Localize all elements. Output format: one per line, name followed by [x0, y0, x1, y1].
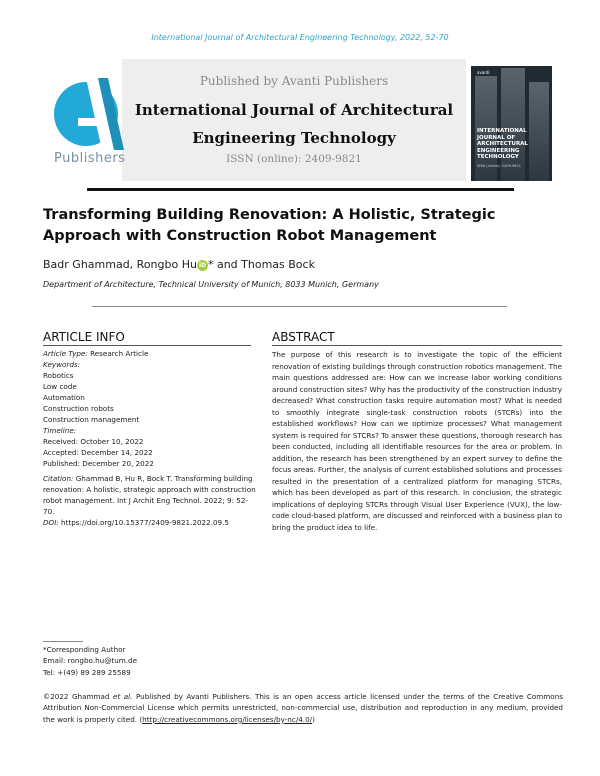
article-info-heading: ARTICLE INFO — [43, 330, 125, 344]
abstract-rule — [272, 345, 562, 346]
doi[interactable] — [43, 517, 258, 528]
cover-issn: ISSN (online): 2409-9821 — [477, 164, 521, 168]
authors — [43, 258, 315, 271]
publisher-line: Published by Avanti Publishers — [199, 74, 389, 88]
abstract-heading: ABSTRACT — [272, 330, 335, 344]
published-date: Published: December 20, 2022 — [43, 459, 154, 468]
citation-label: Citation: — [43, 474, 74, 483]
abstract-text: The purpose of this research is to investigate the topic of the efficient renovation of existing buildings through construction robotics management. The main questions addressed are: How can we increase labor working conditions around construction sites? Why has the productivity of the construction industry decreased? What construction tasks require automation most? What is needed to smoothly integrate single-task construction robots (STCRs) into the established workflows? How can we optimize processes? What management system is required for STCRs? To answer these questions, thorough research has been conducted, including all identifiable resources for the area or problem. In addition, the research has been strengthened by an expert survey to define the focus areas. Further, the analysis of current established solutions and processes resulted in the presentation of a centralized platform for managing STCRs, which has been developed as part of this research. In conclusion, the strategic implications of deploying STCRs through Visual User Experience (VUX), the low-code cloud-based platform, are discussed and reinforced with a business plan to bring the product idea to life. — [272, 350, 562, 532]
doi-value[interactable]: https://doi.org/10.15377/2409-9821.2022.09.5 — [58, 518, 229, 527]
authors-rest: * and Thomas Bock — [207, 258, 315, 271]
title-divider — [92, 306, 507, 307]
citation — [43, 473, 258, 517]
received-date: Received: October 10, 2022 — [43, 437, 144, 446]
license-main: Published by Avanti Publishers. This is an open access article licensed under the terms of the Creative Commons Attribution Non-Commercial License which permits unrestricted, non-commercial use, distribution and reproduction in any medium, provided the work is properly cited. ( — [43, 692, 563, 724]
logo-wordmark: Publishers — [54, 151, 126, 166]
keyword-item: Automation — [43, 393, 85, 402]
authors-names: Badr Ghammad, Rongbo Hu — [43, 258, 197, 271]
author-tel: Tel: +(49) 89 289 25589 — [43, 667, 131, 677]
cover-top-text: avanti — [477, 70, 490, 75]
corresponding-author: *Corresponding Author — [43, 645, 126, 654]
doi-label: DOI: — [43, 518, 59, 527]
article-info-rule — [43, 345, 251, 346]
license-text — [43, 691, 563, 725]
license-copyright: ©2022 Ghammad — [43, 692, 114, 701]
cover-label: INTERNATIONAL JOURNAL OF ARCHITECTURAL ENGINEERING TECHNOLOGY — [477, 128, 528, 160]
article-type-label: Article Type: — [43, 349, 88, 358]
article-type-value: Research Article — [87, 349, 149, 358]
keyword-item: Low code — [43, 382, 77, 391]
header-divider — [87, 188, 514, 191]
accepted-date: Accepted: December 14, 2022 — [43, 448, 153, 457]
keywords-label: Keywords: — [43, 360, 81, 369]
citation-text: Ghammad B, Hu R, Bock T. Transforming building renovation: A holistic, strategic approach with construction robot management. Int J Archit Eng Technol. 2022; 9: 52-70. — [43, 474, 256, 516]
journal-name-line1: International Journal of Architectural — [134, 101, 454, 119]
journal-name-line2: Engineering Technology — [192, 129, 396, 147]
orcid-icon[interactable]: iD — [198, 262, 206, 269]
article-type — [43, 348, 258, 359]
keyword-item: Construction robots — [43, 404, 114, 413]
author-email[interactable]: Email: rongbo.hu@tum.de — [43, 656, 138, 666]
keyword-item: Construction management — [43, 415, 140, 424]
keyword-item: Robotics — [43, 371, 74, 380]
journal-citation-header: International Journal of Architectural Engineering Technology, 2022, 52-70 — [151, 33, 449, 42]
affiliation: Department of Architecture, Technical University of Munich, 8033 Munich, Germany — [43, 280, 379, 289]
article-info-body — [43, 348, 258, 528]
license-et-al: et al. — [113, 692, 133, 701]
license-close: ) — [312, 714, 315, 724]
journal-name — [122, 96, 466, 152]
issn: ISSN (online): 2409-9821 — [226, 153, 362, 165]
footnote — [43, 644, 137, 678]
footnote-rule — [43, 641, 83, 642]
license-link[interactable]: http://creativecommons.org/licenses/by-nc/4.0/ — [142, 714, 313, 724]
timeline-label: Timeline: — [43, 426, 77, 435]
article-title: Transforming Building Renovation: A Holistic, Strategic Approach with Construction Robot Management — [43, 207, 496, 244]
journal-cover-image — [471, 66, 552, 181]
